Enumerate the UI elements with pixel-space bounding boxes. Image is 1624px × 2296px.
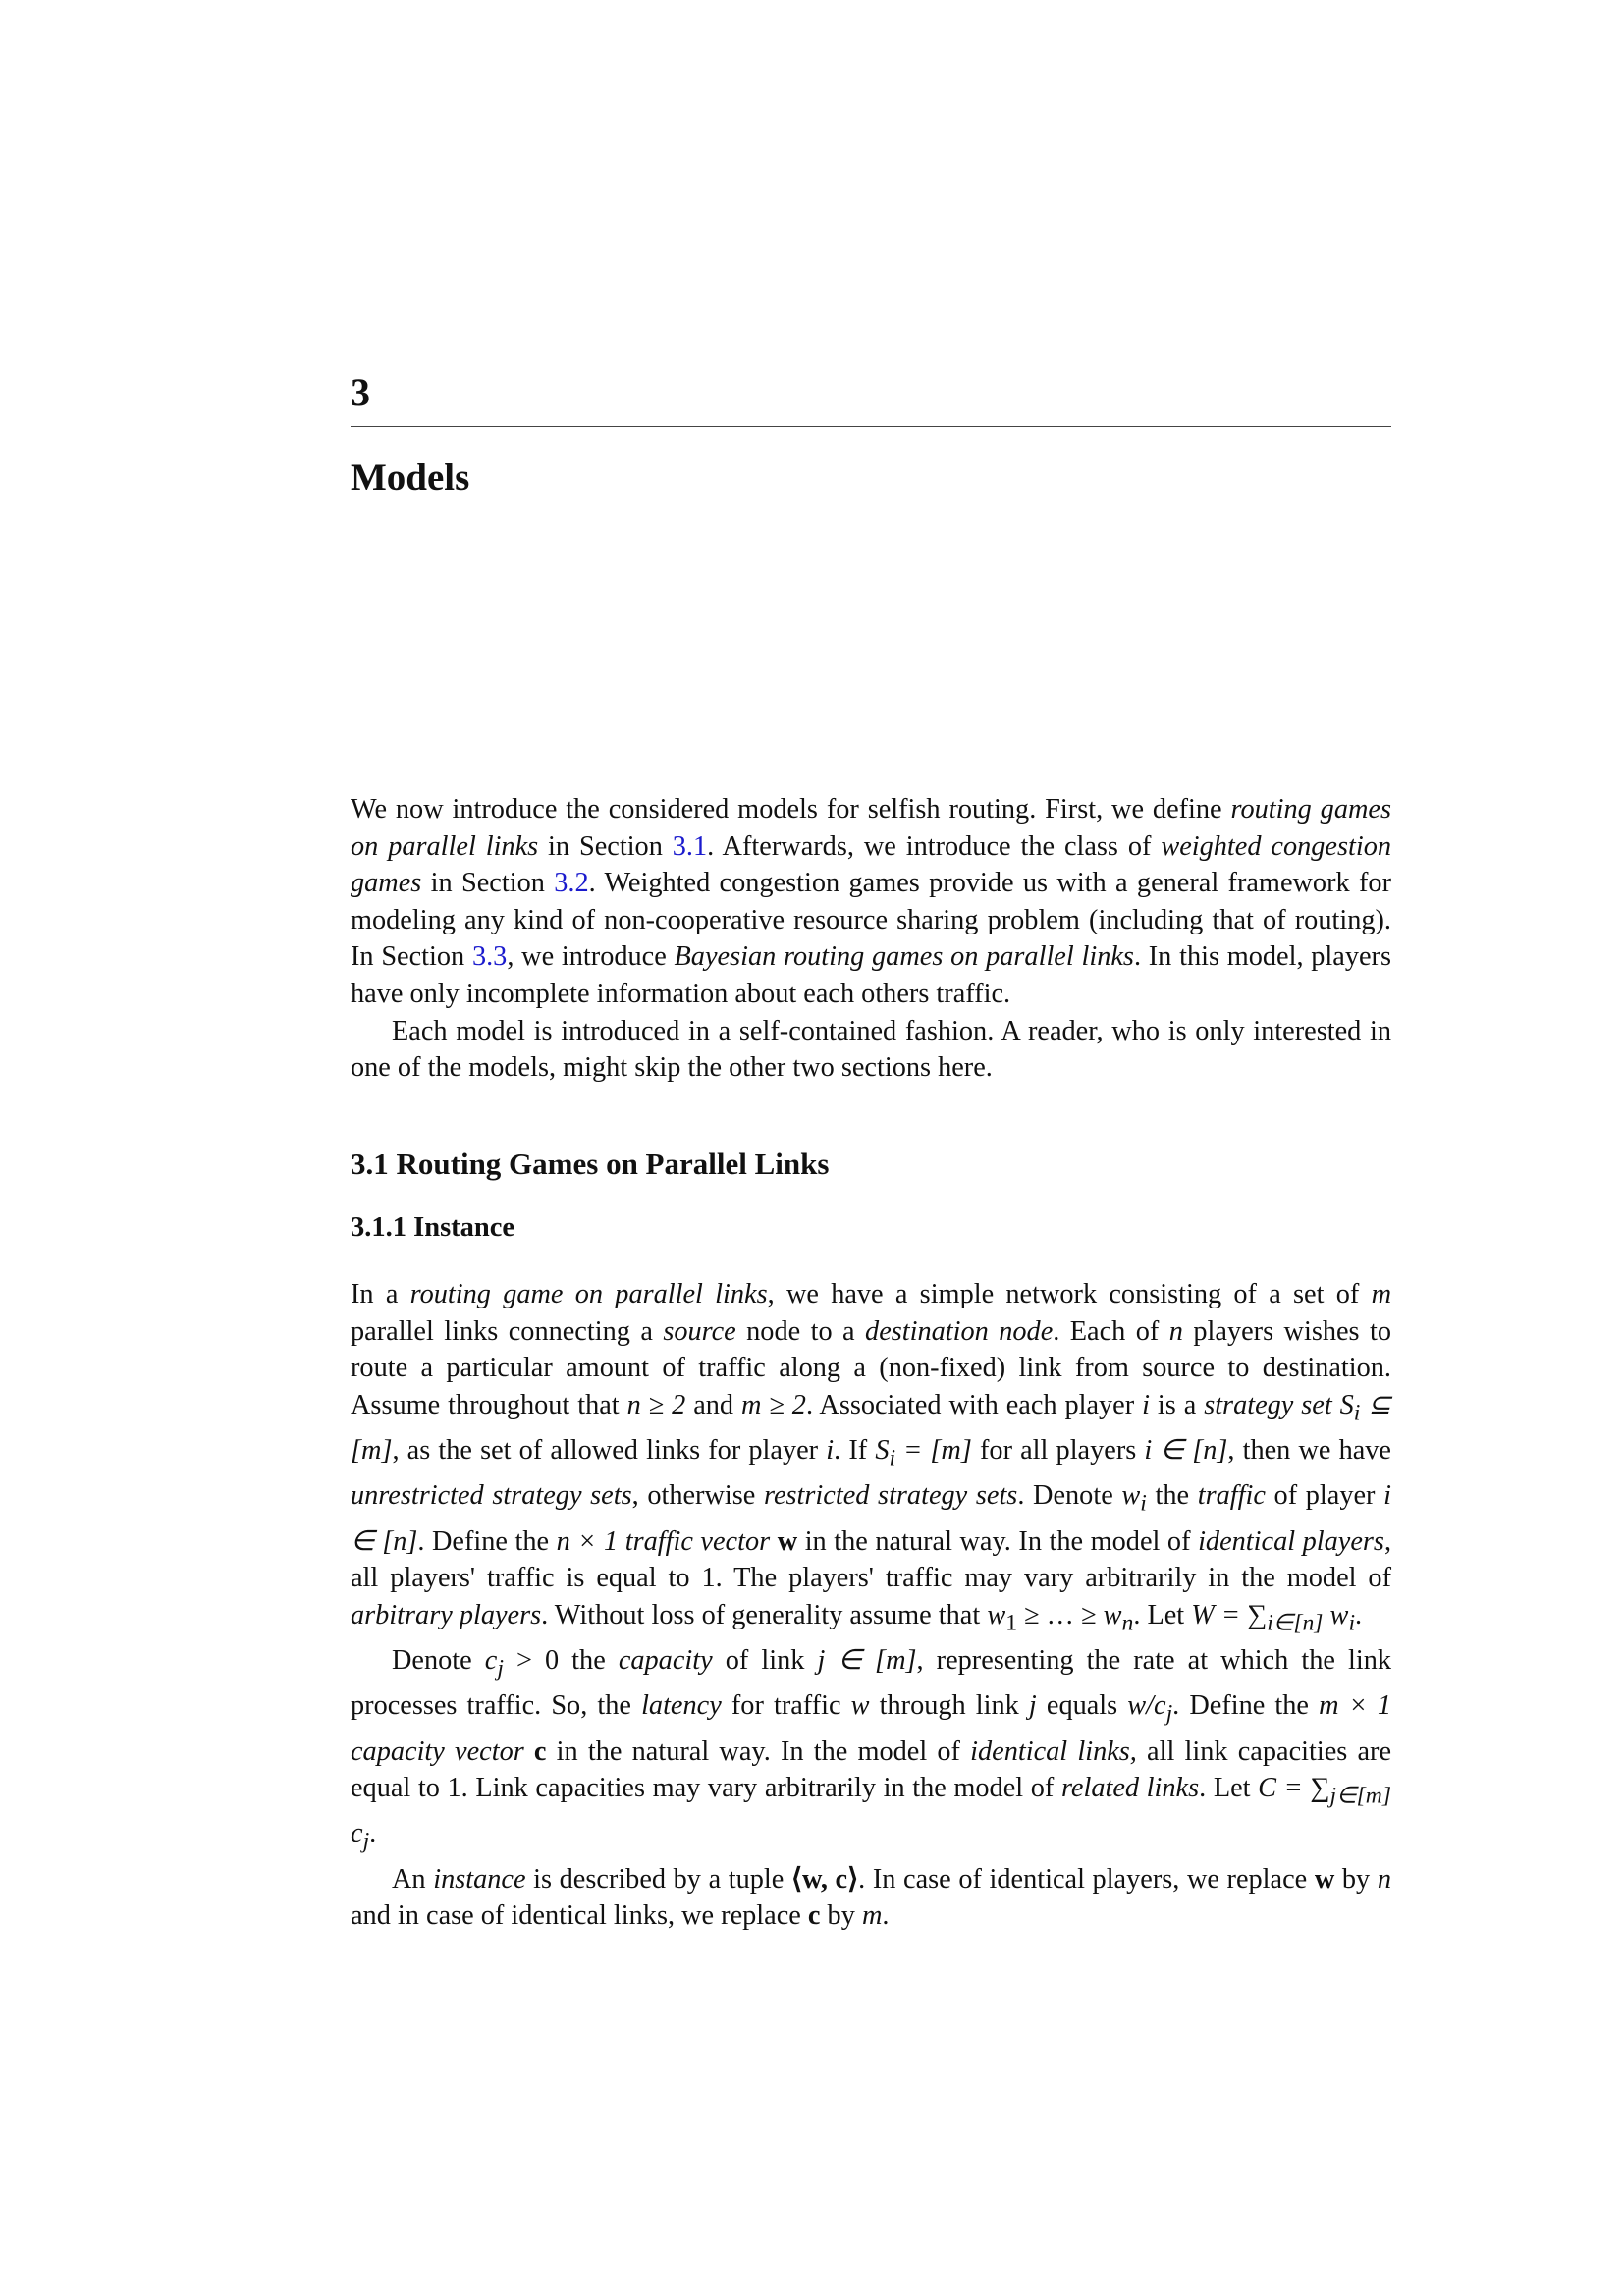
section-heading: 3.1 Routing Games on Parallel Links	[351, 1146, 830, 1181]
intro-paragraph-1: We now introduce the considered models for selfish routing. First, we define routing games on parallel links in Section 3.1. Afterwards, we introduce the class of weighted congestion games in Section 3.2. Weighted congestion games provide us with a general framework for modeling any kind of non-cooperative resource sharing problem (including that of routing). In Section 3.3, we introduce Bayesian routing games on parallel links. In this model, players have only incomplete information about each others traffic.	[351, 794, 1391, 1009]
intro	[351, 791, 1391, 1087]
instance-paragraph-1: In a routing game on parallel links, we have a simple network consisting of a set of m parallel links connecting a source node to a destination node. Each of n players wishes to route a particular amount of traffic along a (non-fixed) link from source to destination. Assume throughout that n ≥ 2 and m ≥ 2. Associated with each player i is a strategy set $S_i$ ⊆ [m], as the set of allowed links for player i. If $S_i = [m]$ for all players i ∈ [n], then we have unrestricted strategy sets, otherwise restricted strategy sets. Denote $w_i$ the traffic of player i ∈ [n]. Define the n × 1 traffic vector w in the natural way. In the model of identical players, all players' traffic is equal to 1. The players' traffic may vary arbitrarily in the model of arbitrary players. Without loss of generality assume that $w_1$ ≥ … ≥ $w_n$. Let $W = \sum_{i\in[n]}$ $w_i$.	[351, 1279, 1392, 1636]
chapter-rule	[351, 426, 1391, 427]
page-content	[351, 370, 1392, 1935]
chapter-title: Models	[351, 456, 470, 499]
section-link-3-3[interactable]: 3.3	[471, 941, 508, 973]
section-link-3-2[interactable]: 3.2	[554, 868, 589, 899]
section-link-3-1[interactable]: 3.1	[672, 830, 708, 862]
instance-paragraph-2: Denote $c_j > 0$ the capacity of link j ∈ [m], representing the rate at which the link processes traffic. So, the latency for traffic w through link j equals $w/c_j$. Define the m × 1 capacity vector c in the natural way. In the model of identical links, all link capacities are equal to 1. Link capacities may vary arbitrarily in the model of related links. Let $C = \sum_{j\in[m]}$ $c_j$.	[351, 1645, 1392, 1855]
chapter-number: 3	[351, 370, 370, 414]
intro-paragraph-2: Each model is introduced in a self-contained fashion. A reader, who is only interested in one of the models, might skip the other two sections here.	[351, 1015, 1391, 1084]
instance-paragraph-3: An instance is described by a tuple ⟨w, c⟩. In case of identical players, we replace w by n and in case of identical links, we replace c by m.	[351, 1863, 1391, 1932]
subsection-heading: 3.1.1 Instance	[351, 1211, 515, 1243]
